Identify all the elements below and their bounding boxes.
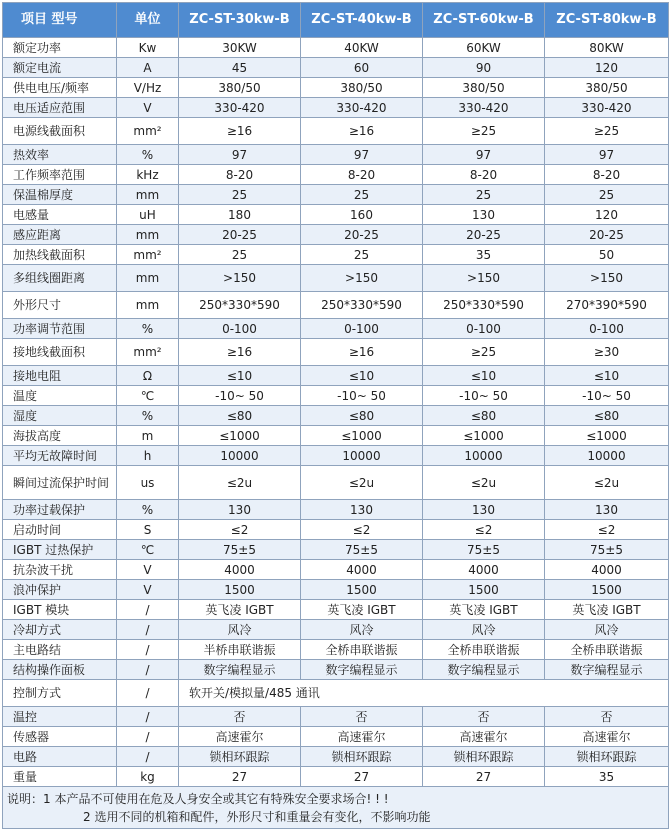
header-unit: 单位 (117, 3, 179, 38)
row-value-cell: ≥25 (423, 339, 545, 366)
row-unit-cell: / (117, 707, 179, 727)
table-row (3, 747, 669, 767)
row-unit-cell: % (117, 500, 179, 520)
row-value-cell: 高速霍尔 (301, 727, 423, 747)
table-row (3, 540, 669, 560)
row-name-cell: 外形尺寸 (3, 292, 117, 319)
row-name-cell: 工作频率范围 (3, 165, 117, 185)
row-value-cell: 10000 (179, 446, 301, 466)
table-row (3, 38, 669, 58)
row-value-cell: 全桥串联谐振 (301, 640, 423, 660)
row-value-cell: 10000 (545, 446, 669, 466)
row-value-cell: ≤80 (545, 406, 669, 426)
row-name-cell: 结构操作面板 (3, 660, 117, 680)
table-row (3, 118, 669, 145)
row-span-value-cell: 软开关/模拟量/485 通讯 (179, 680, 669, 707)
row-value-cell: 风冷 (179, 620, 301, 640)
row-value-cell: 风冷 (423, 620, 545, 640)
row-value-cell: >150 (179, 265, 301, 292)
row-value-cell: 数字编程显示 (545, 660, 669, 680)
row-value-cell: 35 (423, 245, 545, 265)
table-body (3, 38, 669, 787)
row-name-cell: 启动时间 (3, 520, 117, 540)
row-value-cell: ≤80 (179, 406, 301, 426)
table-row (3, 386, 669, 406)
row-name-cell: 功率过载保护 (3, 500, 117, 520)
row-unit-cell: / (117, 640, 179, 660)
row-value-cell: 75±5 (423, 540, 545, 560)
row-unit-cell: h (117, 446, 179, 466)
row-unit-cell: V (117, 98, 179, 118)
row-unit-cell: mm² (117, 118, 179, 145)
row-value-cell: 130 (545, 500, 669, 520)
row-unit-cell: mm² (117, 245, 179, 265)
row-unit-cell: % (117, 406, 179, 426)
row-unit-cell: / (117, 747, 179, 767)
row-unit-cell: V (117, 580, 179, 600)
row-value-cell: 330-420 (423, 98, 545, 118)
row-value-cell: 25 (423, 185, 545, 205)
row-value-cell: 高速霍尔 (545, 727, 669, 747)
row-value-cell: 风冷 (545, 620, 669, 640)
row-value-cell: 10000 (423, 446, 545, 466)
table-row (3, 58, 669, 78)
table-row (3, 580, 669, 600)
row-value-cell: 97 (545, 145, 669, 165)
table-row (3, 225, 669, 245)
row-unit-cell: Ω (117, 366, 179, 386)
row-unit-cell: mm (117, 292, 179, 319)
row-value-cell: ≥25 (423, 118, 545, 145)
note-cell (3, 787, 669, 829)
row-value-cell: 380/50 (423, 78, 545, 98)
row-unit-cell: ℃ (117, 386, 179, 406)
header-item-model: 项目 型号 (3, 3, 117, 38)
note-line-2: 2 选用不同的机箱和配件，外形尺寸和重量会有变化，不影响功能 (83, 810, 431, 824)
row-value-cell: ≤10 (423, 366, 545, 386)
row-value-cell: 270*390*590 (545, 292, 669, 319)
table-row (3, 640, 669, 660)
row-name-cell: 海拔高度 (3, 426, 117, 446)
row-value-cell: 75±5 (545, 540, 669, 560)
row-value-cell: 4000 (301, 560, 423, 580)
row-value-cell: 330-420 (545, 98, 669, 118)
table-row (3, 265, 669, 292)
row-value-cell: 250*330*590 (301, 292, 423, 319)
row-value-cell: ≤1000 (179, 426, 301, 446)
header-row (3, 3, 669, 38)
row-unit-cell: / (117, 620, 179, 640)
row-value-cell: 锁相环跟踪 (545, 747, 669, 767)
table-row (3, 620, 669, 640)
row-value-cell: 1500 (423, 580, 545, 600)
row-value-cell: ≤1000 (301, 426, 423, 446)
row-value-cell: 4000 (179, 560, 301, 580)
row-unit-cell: mm² (117, 339, 179, 366)
row-value-cell: ≤80 (423, 406, 545, 426)
table-row (3, 500, 669, 520)
row-unit-cell: mm (117, 225, 179, 245)
table-row (3, 466, 669, 500)
row-value-cell: 8-20 (423, 165, 545, 185)
note-row (3, 787, 669, 829)
row-value-cell: ≤2 (179, 520, 301, 540)
row-name-cell: 湿度 (3, 406, 117, 426)
row-value-cell: 60 (301, 58, 423, 78)
row-value-cell: >150 (301, 265, 423, 292)
row-value-cell: 锁相环跟踪 (301, 747, 423, 767)
row-value-cell: 120 (545, 58, 669, 78)
row-unit-cell: / (117, 660, 179, 680)
row-value-cell: 否 (423, 707, 545, 727)
row-name-cell: 控制方式 (3, 680, 117, 707)
row-name-cell: IGBT 模块 (3, 600, 117, 620)
row-value-cell: ≤2u (179, 466, 301, 500)
row-value-cell: 330-420 (179, 98, 301, 118)
row-value-cell: 80KW (545, 38, 669, 58)
row-value-cell: 60KW (423, 38, 545, 58)
row-value-cell: 否 (301, 707, 423, 727)
row-value-cell: 4000 (545, 560, 669, 580)
row-value-cell: 97 (423, 145, 545, 165)
row-value-cell: ≥16 (301, 118, 423, 145)
row-unit-cell: V/Hz (117, 78, 179, 98)
row-unit-cell: / (117, 680, 179, 707)
row-value-cell: 120 (545, 205, 669, 225)
row-value-cell: 数字编程显示 (301, 660, 423, 680)
row-name-cell: 额定功率 (3, 38, 117, 58)
row-value-cell: 英飞凌 IGBT (545, 600, 669, 620)
row-value-cell: >150 (423, 265, 545, 292)
row-name-cell: 热效率 (3, 145, 117, 165)
row-value-cell: ≤80 (301, 406, 423, 426)
row-unit-cell: us (117, 466, 179, 500)
row-name-cell: 电压适应范围 (3, 98, 117, 118)
row-name-cell: 重量 (3, 767, 117, 787)
row-unit-cell: / (117, 600, 179, 620)
row-value-cell: 8-20 (301, 165, 423, 185)
row-name-cell: 电源线截面积 (3, 118, 117, 145)
row-name-cell: 瞬间过流保护时间 (3, 466, 117, 500)
row-value-cell: 180 (179, 205, 301, 225)
row-value-cell: ≤10 (545, 366, 669, 386)
row-value-cell: ≤2u (423, 466, 545, 500)
row-value-cell: 0-100 (301, 319, 423, 339)
row-value-cell: 1500 (545, 580, 669, 600)
table-row (3, 205, 669, 225)
row-unit-cell: kg (117, 767, 179, 787)
table-row (3, 319, 669, 339)
row-name-cell: 主电路结 (3, 640, 117, 660)
header-model-60kw: ZC-ST-60kw-B (423, 3, 545, 38)
row-value-cell: ≤1000 (423, 426, 545, 446)
table-row (3, 245, 669, 265)
row-name-cell: 冷却方式 (3, 620, 117, 640)
row-value-cell: 380/50 (179, 78, 301, 98)
row-value-cell: 25 (301, 245, 423, 265)
row-value-cell: ≥16 (301, 339, 423, 366)
row-value-cell: ≤2 (423, 520, 545, 540)
row-value-cell: 风冷 (301, 620, 423, 640)
row-unit-cell: % (117, 145, 179, 165)
row-value-cell: 否 (545, 707, 669, 727)
row-value-cell: 75±5 (301, 540, 423, 560)
row-name-cell: 感应距离 (3, 225, 117, 245)
table-row (3, 660, 669, 680)
row-value-cell: 数字编程显示 (179, 660, 301, 680)
row-value-cell: 250*330*590 (179, 292, 301, 319)
table-row (3, 600, 669, 620)
spec-table (2, 2, 669, 829)
row-value-cell: 英飞凌 IGBT (179, 600, 301, 620)
row-value-cell: ≥16 (179, 339, 301, 366)
note-line-1: 说明：1 本产品不可使用在危及人身安全或其它有特殊安全要求场合! ! ! (7, 792, 389, 806)
row-value-cell: ≤2 (545, 520, 669, 540)
row-name-cell: 电路 (3, 747, 117, 767)
row-value-cell: 160 (301, 205, 423, 225)
row-unit-cell: kHz (117, 165, 179, 185)
row-value-cell: 380/50 (545, 78, 669, 98)
row-value-cell: 4000 (423, 560, 545, 580)
row-name-cell: 多组线圈距离 (3, 265, 117, 292)
row-value-cell: 40KW (301, 38, 423, 58)
row-value-cell: 1500 (301, 580, 423, 600)
row-value-cell: 27 (423, 767, 545, 787)
row-name-cell: 供电电压/频率 (3, 78, 117, 98)
row-unit-cell: V (117, 560, 179, 580)
table-row (3, 767, 669, 787)
row-name-cell: 接地电阻 (3, 366, 117, 386)
row-value-cell: 全桥串联谐振 (423, 640, 545, 660)
row-name-cell: 电感量 (3, 205, 117, 225)
row-value-cell: 20-25 (301, 225, 423, 245)
row-value-cell: 130 (179, 500, 301, 520)
row-value-cell: 27 (179, 767, 301, 787)
row-value-cell: 英飞凌 IGBT (423, 600, 545, 620)
header-model-80kw: ZC-ST-80kw-B (545, 3, 669, 38)
row-value-cell: >150 (545, 265, 669, 292)
row-unit-cell: m (117, 426, 179, 446)
spec-table-container (2, 2, 668, 829)
row-unit-cell: A (117, 58, 179, 78)
row-name-cell: 浪冲保护 (3, 580, 117, 600)
table-row (3, 165, 669, 185)
row-value-cell: 半桥串联谐振 (179, 640, 301, 660)
row-value-cell: 97 (301, 145, 423, 165)
table-row (3, 426, 669, 446)
row-name-cell: 额定电流 (3, 58, 117, 78)
row-value-cell: 8-20 (545, 165, 669, 185)
row-value-cell: ≤10 (179, 366, 301, 386)
row-name-cell: 保温棉厚度 (3, 185, 117, 205)
row-unit-cell: mm (117, 185, 179, 205)
row-value-cell: ≥30 (545, 339, 669, 366)
row-value-cell: 75±5 (179, 540, 301, 560)
table-row (3, 680, 669, 707)
row-value-cell: ≥25 (545, 118, 669, 145)
row-unit-cell: uH (117, 205, 179, 225)
row-value-cell: -10~ 50 (179, 386, 301, 406)
row-name-cell: 温度 (3, 386, 117, 406)
row-value-cell: 20-25 (545, 225, 669, 245)
row-value-cell: 30KW (179, 38, 301, 58)
row-name-cell: 接地线截面积 (3, 339, 117, 366)
row-value-cell: 250*330*590 (423, 292, 545, 319)
row-value-cell: -10~ 50 (545, 386, 669, 406)
table-row (3, 98, 669, 118)
row-value-cell: 25 (179, 245, 301, 265)
table-row (3, 145, 669, 165)
row-value-cell: 0-100 (179, 319, 301, 339)
row-unit-cell: mm (117, 265, 179, 292)
row-value-cell: 25 (301, 185, 423, 205)
row-value-cell: -10~ 50 (423, 386, 545, 406)
row-value-cell: 25 (545, 185, 669, 205)
row-value-cell: 380/50 (301, 78, 423, 98)
row-value-cell: 20-25 (179, 225, 301, 245)
row-name-cell: 功率调节范围 (3, 319, 117, 339)
row-value-cell: 数字编程显示 (423, 660, 545, 680)
row-value-cell: 高速霍尔 (423, 727, 545, 747)
row-value-cell: 97 (179, 145, 301, 165)
row-value-cell: ≤2u (301, 466, 423, 500)
row-value-cell: 90 (423, 58, 545, 78)
row-value-cell: 27 (301, 767, 423, 787)
row-value-cell: ≤2u (545, 466, 669, 500)
row-value-cell: 锁相环跟踪 (423, 747, 545, 767)
row-value-cell: 锁相环跟踪 (179, 747, 301, 767)
table-footer (3, 787, 669, 829)
row-unit-cell: S (117, 520, 179, 540)
row-value-cell: 0-100 (423, 319, 545, 339)
row-value-cell: 130 (423, 500, 545, 520)
row-value-cell: 0-100 (545, 319, 669, 339)
row-value-cell: 英飞凌 IGBT (301, 600, 423, 620)
table-row (3, 446, 669, 466)
row-value-cell: -10~ 50 (301, 386, 423, 406)
row-value-cell: 25 (179, 185, 301, 205)
row-name-cell: IGBT 过热保护 (3, 540, 117, 560)
row-unit-cell: % (117, 319, 179, 339)
row-name-cell: 传感器 (3, 727, 117, 747)
row-value-cell: 130 (423, 205, 545, 225)
row-value-cell: 8-20 (179, 165, 301, 185)
row-value-cell: 全桥串联谐振 (545, 640, 669, 660)
row-unit-cell: ℃ (117, 540, 179, 560)
table-row (3, 366, 669, 386)
header-model-40kw: ZC-ST-40kw-B (301, 3, 423, 38)
row-value-cell: ≤2 (301, 520, 423, 540)
row-value-cell: 330-420 (301, 98, 423, 118)
table-header (3, 3, 669, 38)
row-value-cell: ≤10 (301, 366, 423, 386)
row-name-cell: 加热线截面积 (3, 245, 117, 265)
table-row (3, 520, 669, 540)
table-row (3, 406, 669, 426)
row-value-cell: 否 (179, 707, 301, 727)
row-unit-cell: / (117, 727, 179, 747)
table-row (3, 78, 669, 98)
table-row (3, 292, 669, 319)
row-value-cell: 35 (545, 767, 669, 787)
table-row (3, 185, 669, 205)
table-row (3, 707, 669, 727)
row-unit-cell: Kw (117, 38, 179, 58)
row-value-cell: 50 (545, 245, 669, 265)
row-value-cell: 10000 (301, 446, 423, 466)
row-value-cell: 1500 (179, 580, 301, 600)
row-value-cell: 高速霍尔 (179, 727, 301, 747)
table-row (3, 339, 669, 366)
row-value-cell: 20-25 (423, 225, 545, 245)
table-row (3, 560, 669, 580)
row-name-cell: 平均无故障时间 (3, 446, 117, 466)
row-value-cell: ≥16 (179, 118, 301, 145)
row-value-cell: 130 (301, 500, 423, 520)
row-name-cell: 抗杂波干扰 (3, 560, 117, 580)
row-name-cell: 温控 (3, 707, 117, 727)
row-value-cell: ≤1000 (545, 426, 669, 446)
header-model-30kw: ZC-ST-30kw-B (179, 3, 301, 38)
table-row (3, 727, 669, 747)
row-value-cell: 45 (179, 58, 301, 78)
